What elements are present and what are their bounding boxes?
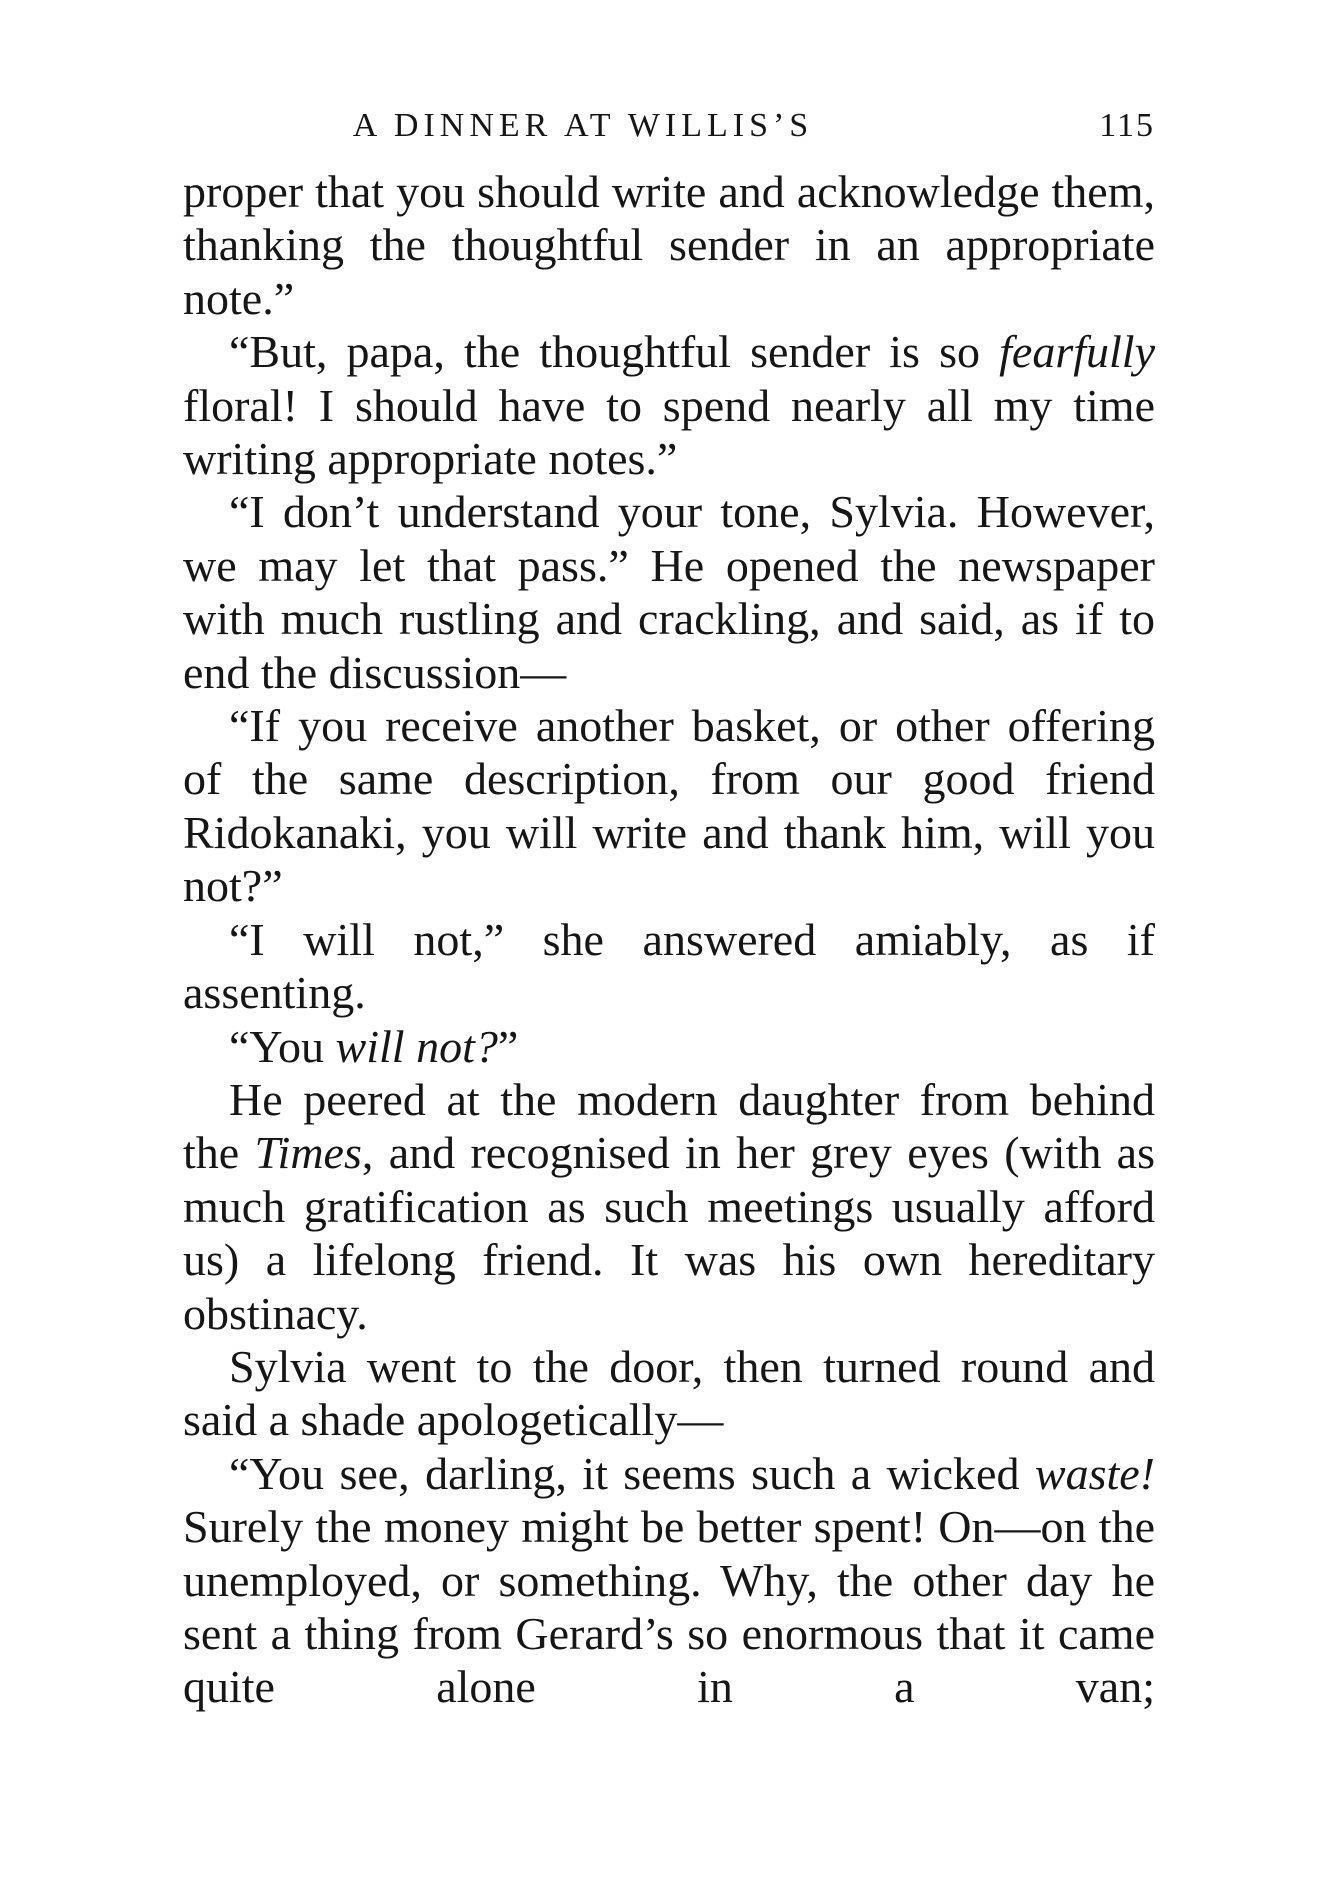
italic-text: waste! (1034, 1447, 1155, 1499)
text-run: “But, papa, the thoughtful sender is so (229, 326, 1000, 378)
italic-text: fearfully (999, 326, 1155, 378)
text-run: “You see, darling, it seems such a wicked (229, 1447, 1035, 1499)
text-run: ” (497, 1020, 519, 1072)
running-header (183, 96, 1155, 156)
paragraph (183, 1447, 1155, 1714)
text-run: proper that you should write and acknowledge them, thanking the thoughtful sender in an appropriate note.” (183, 166, 1155, 324)
italic-text: will not? (335, 1020, 498, 1072)
text-run: “I don’t understand your tone, Sylvia. However, we may let that pass.” He opened the newspaper with much rustling and crackling, and said, as if to end the discussion— (183, 486, 1155, 698)
text-run: Sylvia went to the door, then turned round and said a shade apologetically— (183, 1340, 1155, 1446)
paragraph (183, 913, 1155, 1020)
text-run: “You (229, 1020, 336, 1072)
body-text (183, 165, 1155, 1714)
paragraph (183, 1073, 1155, 1340)
text-run: “If you receive another basket, or other offering of the same description, from our good friend Ridokanaki, you will write and thank him, will you not?” (183, 700, 1155, 912)
paragraph (183, 165, 1155, 325)
text-run: , and recognised in her grey eyes (with as much gratification as such meetings usually afford us) a lifelong friend. It was his own hereditary obstinacy. (183, 1127, 1155, 1339)
paragraph (183, 1340, 1155, 1447)
paragraph (183, 325, 1155, 485)
page-number: 115 (1099, 107, 1155, 144)
running-title: A DINNER AT WILLIS’S (352, 107, 814, 144)
paragraph (183, 699, 1155, 913)
paragraph (183, 485, 1155, 699)
text-run: Surely the money might be better spent! On—on the unemployed, or something. Why, the other day he sent a thing from Gerard’s so enormous that it came quite alone in a van; (183, 1501, 1155, 1713)
italic-text: Times (254, 1127, 362, 1179)
text-run: floral! I should have to spend nearly all my time writing appropriate notes.” (183, 379, 1155, 485)
paragraph (183, 1020, 1155, 1073)
text-run: “I will not,” she answered amiably, as if assenting. (183, 913, 1155, 1019)
text-run: He peered at the modern daughter from behind the (183, 1073, 1155, 1179)
